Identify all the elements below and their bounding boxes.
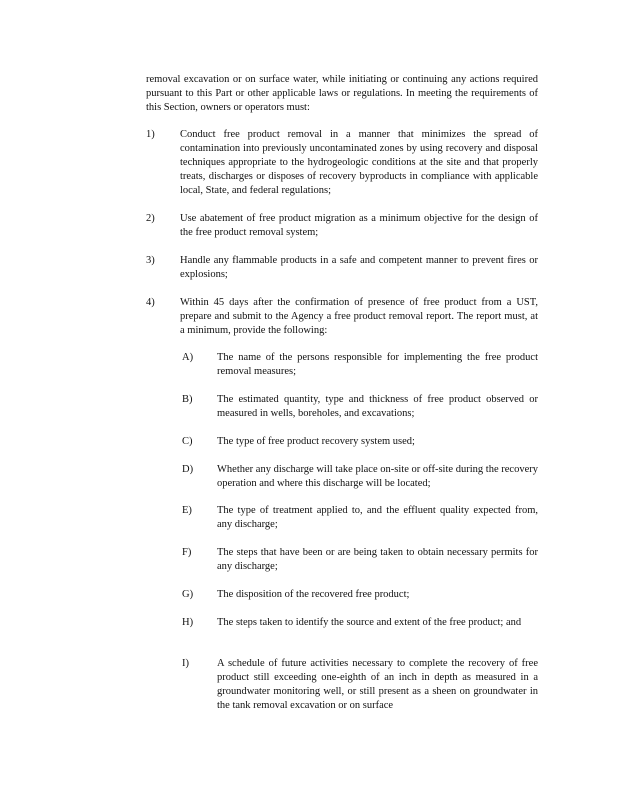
sub-item-letter: C) [182, 436, 193, 447]
sub-item-letter: I) [182, 658, 189, 669]
sub-item-letter: E) [182, 505, 192, 516]
sub-item-letter: G) [182, 589, 194, 600]
sub-item-text: A schedule of future activities necessary to complete the recovery of free product still exceeding one-eighth of an inch in depth as measured in a groundwater monitoring well, or still present as a sheen on groundwater in the tank removal excavation or on surface [217, 658, 538, 711]
sub-item-letter: A) [182, 352, 194, 363]
sub-item-text: The estimated quantity, type and thickness of free product observed or measured in wells, boreholes, and excavations; [217, 394, 538, 419]
intro-paragraph: removal excavation or on surface water, while initiating or continuing any actions required pursuant to this Part or other applicable laws or regulations. In meeting the requirements of this Section, owners or operators must: [146, 74, 538, 113]
sub-item-text: The steps that have been or are being taken to obtain necessary permits for any discharge; [217, 547, 538, 572]
sub-item-text: The type of free product recovery system used; [217, 436, 415, 447]
item-number: 4) [146, 297, 155, 308]
sub-item-text: Whether any discharge will take place on-site or off-site during the recovery operation and where this discharge will be located; [217, 464, 538, 489]
item-number: 3) [146, 255, 155, 266]
sub-item-letter: F) [182, 547, 192, 558]
sub-item-text: The name of the persons responsible for implementing the free product removal measures; [217, 352, 538, 377]
sub-item-text: The disposition of the recovered free product; [217, 589, 410, 600]
sub-item-letter: D) [182, 464, 194, 475]
sub-item-letter: H) [182, 617, 194, 628]
item-text: Use abatement of free product migration as a minimum objective for the design of the free product removal system; [180, 213, 538, 238]
item-text: Conduct free product removal in a manner that minimizes the spread of contamination into previously uncontaminated zones by using recovery and disposal techniques appropriate to the hydrogeologic conditions at the site and that properly treats, discharges or disposes of recovery byproducts in compliance with applicable local, State, and federal regulations; [180, 129, 538, 196]
item-text: Within 45 days after the confirmation of presence of free product from a UST, prepare and submit to the Agency a free product removal report. The report must, at a minimum, provide the following: [180, 297, 538, 336]
item-text: Handle any flammable products in a safe and competent manner to prevent fires or explosions; [180, 255, 538, 280]
item-number: 1) [146, 129, 155, 140]
sub-item-text: The type of treatment applied to, and the effluent quality expected from, any discharge; [217, 505, 538, 530]
sub-item-text: The steps taken to identify the source and extent of the free product; and [217, 617, 522, 628]
item-number: 2) [146, 213, 155, 224]
sub-item-letter: B) [182, 394, 193, 405]
